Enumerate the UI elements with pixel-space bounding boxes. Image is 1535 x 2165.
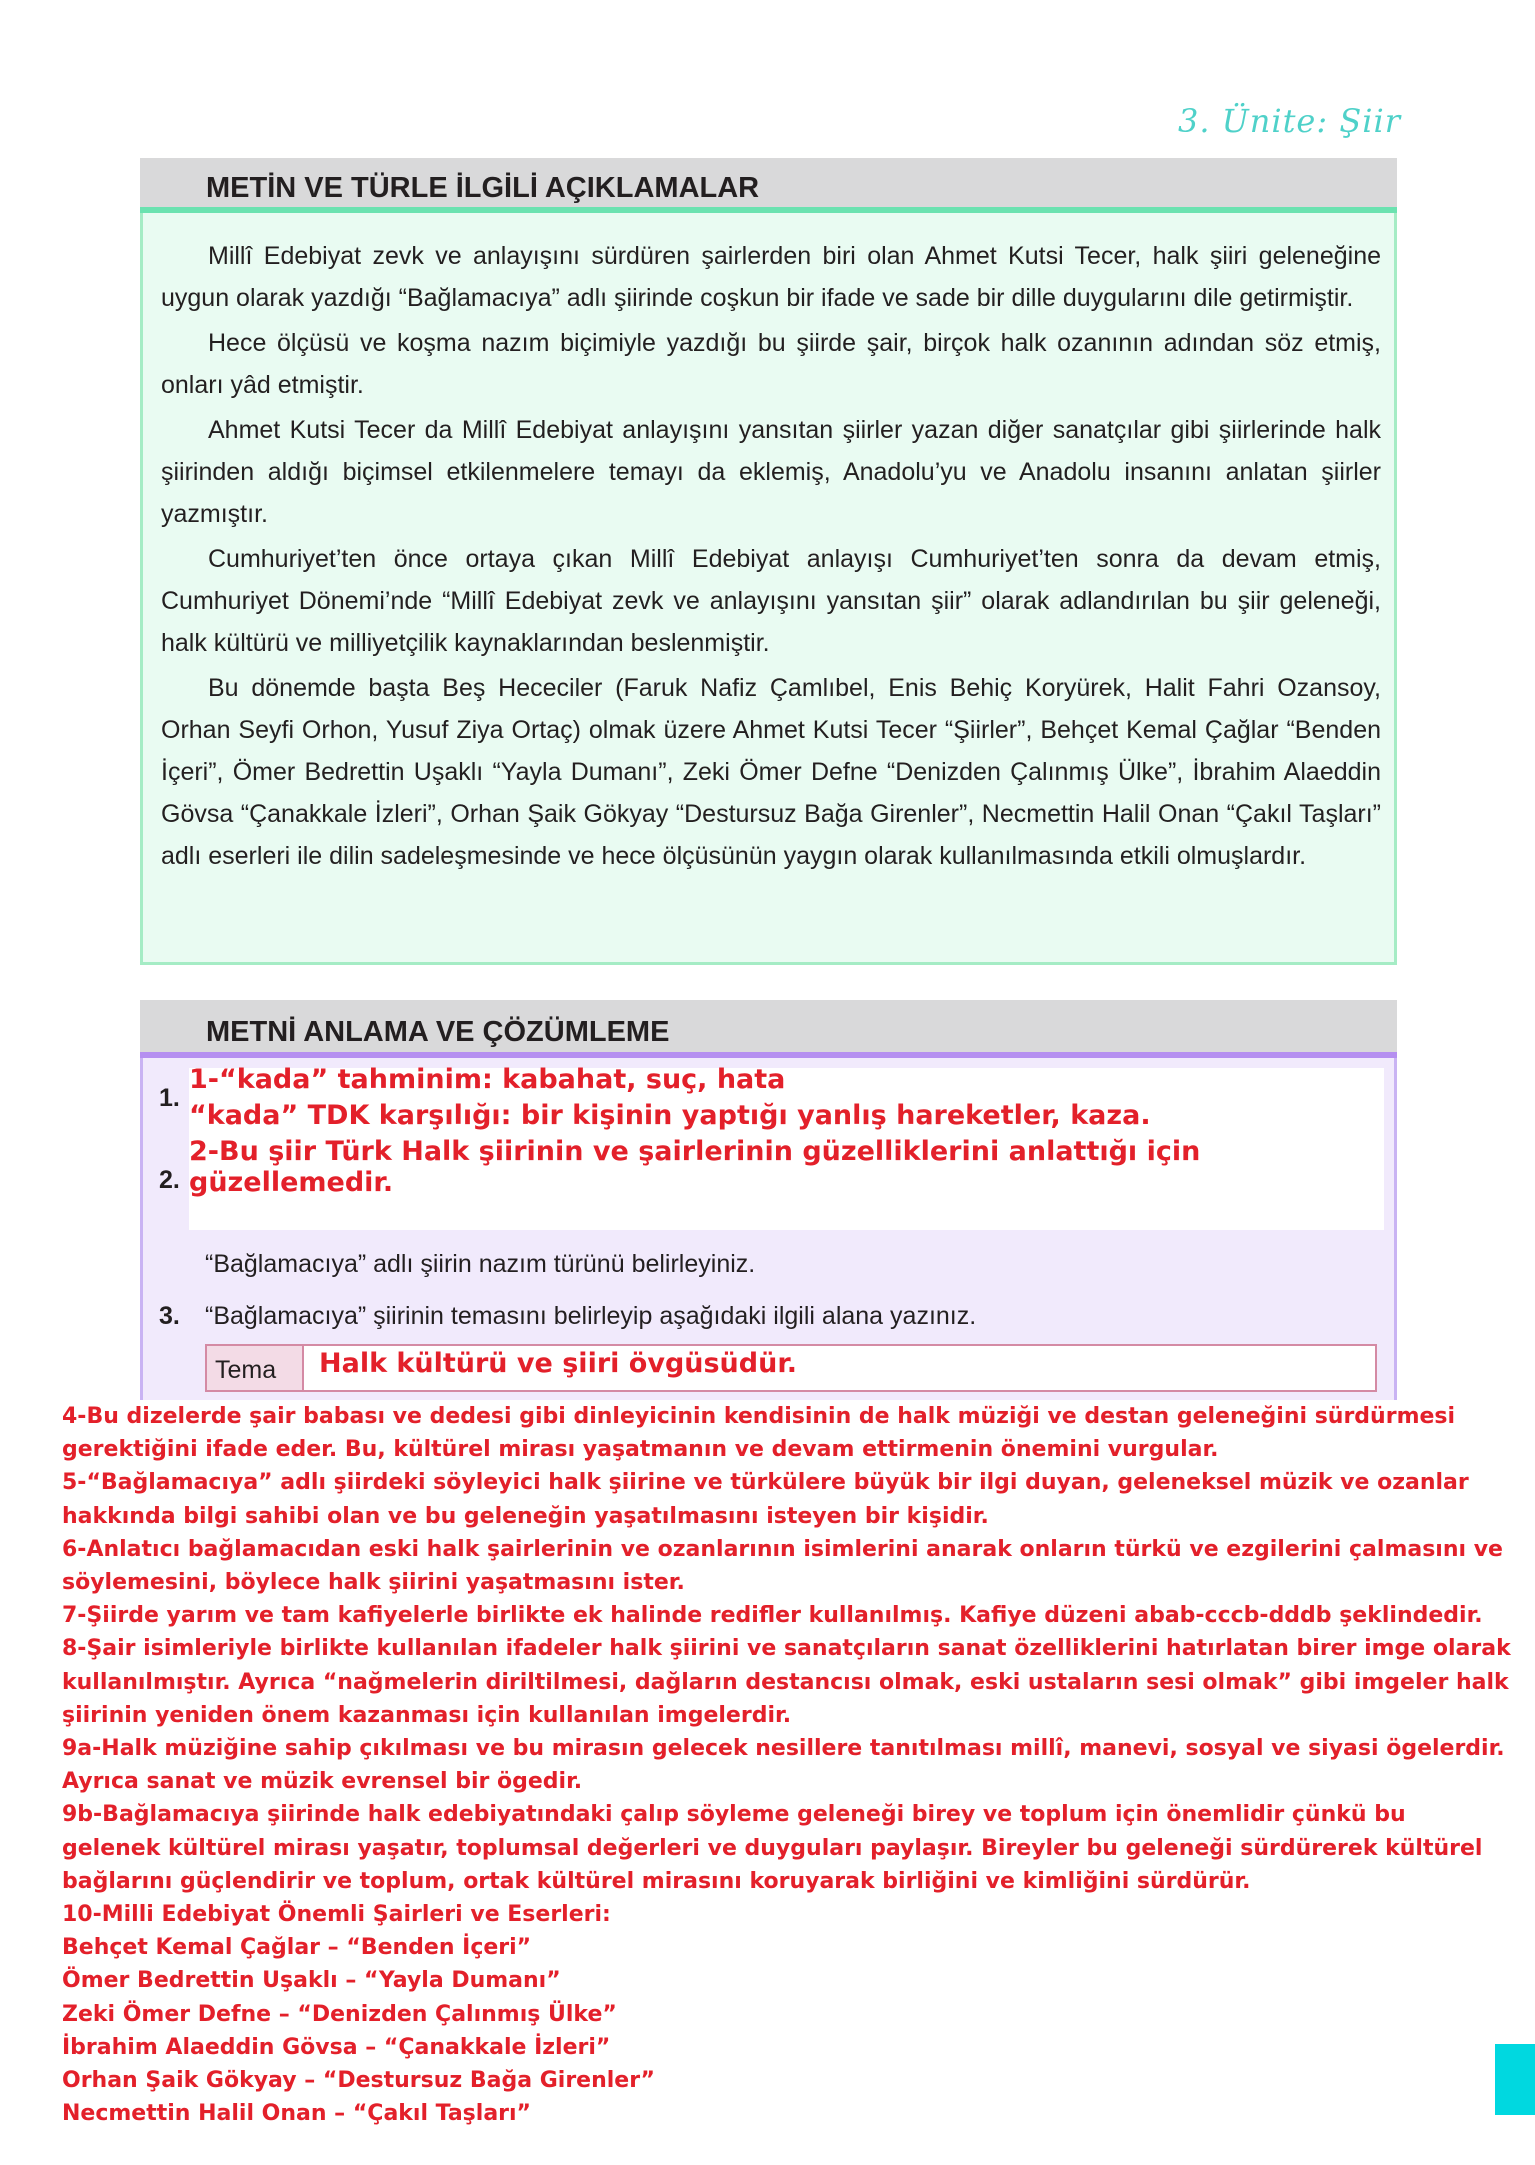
section-header-aciklamalar [140,158,1397,213]
tema-answer: Halk kültürü ve şiiri övgüsüdür. [319,1348,798,1379]
paragraph: Hece ölçüsü ve koşma nazım biçimiyle yazdığı bu şiirde şair, birçok halk ozanının adından söz etmiş, onları yâd etmiştir. [161,329,1381,399]
answer-line: 4-Bu dizelerde şair babası ve dedesi gibi dinleyicinin kendisinin de halk müziği ve destan geleneğini sürdürmesi [62,1404,1456,1429]
page-side-tab [1495,2044,1535,2115]
section-header-cozumleme [140,1000,1397,1058]
tema-label: Tema [207,1346,304,1390]
answer-line: 7-Şiirde yarım ve tam kafiyelerle birlikte ek halinde redifler kullanılmış. Kafiye düzeni abab-cccb-dddb şeklindedir. [62,1603,1483,1629]
questions-box [140,1058,1397,1400]
tema-answer-field[interactable] [205,1344,1377,1392]
answer-line: Orhan Şaik Gökyay – “Destursuz Bağa Girenler” [62,2068,655,2094]
answer-line: 5-“Bağlamacıya” adlı şiirdeki söyleyici halk şiirine ve türkülere büyük bir ilgi duyan, geleneksel müzik ve ozanlar [62,1470,1469,1496]
answer-line: bağlarını güçlendirir ve toplum, ortak kültürel mirasını koruyarak birliğini ve kimliğini sürdürür. [62,1868,1251,1894]
question-text: “Bağlamacıya” adlı şiirin nazım türünü belirleyiniz. [205,1250,756,1278]
paragraph: Ahmet Kutsi Tecer da Millî Edebiyat anlayışını yansıtan şiirler yazan diğer sanatçılar gibi şiirlerinde halk şiirinden aldığı biçimsel etkilenmelere temayı da eklemiş, Anadolu’yu ve Anadolu insanını anlatan şiirler yazmıştır. [161,416,1381,528]
answer-line: Necmettin Halil Onan – “Çakıl Taşları” [62,2101,532,2127]
answer-line: 8-Şair isimleriyle birlikte kullanılan ifadeler halk şiirini ve sanatçıların sanat özelliklerini hatırlatan birer imge olarak [62,1636,1511,1662]
answer-line: söylemesini, böylece halk şiirini yaşatmasını ister. [62,1570,685,1596]
answer-line: 6-Anlatıcı bağlamacıdan eski halk şairlerinin ve ozanlarının isimlerini anarak onların türkü ve ezgilerini çalmasını ve [62,1536,1503,1562]
explanation-box [140,213,1397,965]
paragraph: Cumhuriyet’ten önce ortaya çıkan Millî Edebiyat anlayışı Cumhuriyet’ten sonra da devam etmiş, Cumhuriyet Dönemi’nde “Millî Edebiyat zevk ve anlayışını yansıtan şiir” olarak adlandırılan bu şiir geleneği, halk kültürü ve milliyetçilik kaynaklarından beslenmiştir. [161,545,1381,657]
answer-line: İbrahim Alaeddin Gövsa – “Çanakkale İzleri” [62,2034,611,2060]
question-number: 3. [159,1302,180,1330]
answer-line: “kada” TDK karşılığı: bir kişinin yaptığı yanlış hareketler, kaza. [189,1100,1151,1131]
answer-line: şiirinin yeniden önem kazanması için kullanılan imgelerdir. [62,1702,792,1728]
question-number: 2. [159,1166,180,1194]
question-text: “Bağlamacıya” şiirinin temasını belirleyip aşağıdaki ilgili alana yazınız. [205,1302,977,1330]
answer-line: Ömer Bedrettin Uşaklı – “Yayla Dumanı” [62,1968,561,1994]
answer-line: Behçet Kemal Çağlar – “Benden İçeri” [62,1935,532,1961]
answer-line: gerektiğini ifade eder. Bu, kültürel mirası yaşatmanın ve devam ettirmenin önemini vurgular. [62,1437,1219,1463]
answer-line: hakkında bilgi sahibi olan ve bu geleneğin yaşatılmasını isteyen bir kişidir. [62,1503,989,1529]
paragraph: Millî Edebiyat zevk ve anlayışını sürdüren şairlerden biri olan Ahmet Kutsi Tecer, halk şiiri geleneğine uygun olarak yazdığı “Bağlamacıya” adlı şiirinde coşkun bir ifade ve sade bir dille duygularını dile getirmiştir. [161,242,1381,312]
paragraph: Bu dönemde başta Beş Hececiler (Faruk Nafiz Çamlıbel, Enis Behiç Koryürek, Halit Fahri Ozansoy, Orhan Seyfi Orhon, Yusuf Ziya Ortaç) olmak üzere Ahmet Kutsi Tecer “Şiirler”, Behçet Kemal Çağlar “Benden İçeri”, Ömer Bedrettin Uşaklı “Yayla Dumanı”, Zeki Ömer Defne “Denizden Çalınmış Ülke”, İbrahim Alaeddin Gövsa “Çanakkale İzleri”, Orhan Şaik Gökyay “Destursuz Bağa Girenler”, Necmettin Halil Onan “Çakıl Taşları” adlı eserleri ile dilin sadeleşmesinde ve hece ölçüsünün yaygın olarak kullanılmasında etkili olmuşlardır. [161,674,1381,870]
answer-line: Ayrıca sanat ve müzik evrensel bir ögedir. [62,1769,583,1795]
answer-line: 10-Milli Edebiyat Önemli Şairleri ve Eserleri: [62,1902,611,1928]
answer-line: gelenek kültürel mirası yaşatır, toplumsal değerleri ve duyguları paylaşır. Bireyler bu geleneği sürdürerek kültürel [62,1835,1483,1861]
section-title: METNİ ANLAMA VE ÇÖZÜMLEME [206,1016,670,1048]
answer-line: 9a-Halk müziğine sahip çıkılması ve bu mirasın gelecek nesillere tanıtılması millî, manevi, sosyal ve siyasi ögelerdir. [62,1736,1505,1762]
question-number: 1. [159,1084,180,1112]
answer-line: 2-Bu şiir Türk Halk şiirinin ve şairlerinin güzelliklerini anlattığı için güzellemedir. [189,1136,1201,1198]
answer-line: 1-“kada” tahminim: kabahat, suç, hata [189,1064,786,1095]
answer-line: Zeki Ömer Defne – “Denizden Çalınmış Ülke” [62,2001,617,2027]
unit-title: 3. Ünite: Şiir [1178,102,1401,140]
answers-block [62,1400,1511,2130]
answer-line: 9b-Bağlamacıya şiirinde halk edebiyatındaki çalıp söyleme geleneği birey ve toplum için önemlidir çünkü bu [62,1802,1406,1828]
section-title: METİN VE TÜRLE İLGİLİ AÇIKLAMALAR [206,172,760,204]
answer-line: kullanılmıştır. Ayrıca “nağmelerin diriltilmesi, dağların destancısı olmak, eski ustaların sesi olmak” gibi imgeler halk [62,1669,1509,1695]
